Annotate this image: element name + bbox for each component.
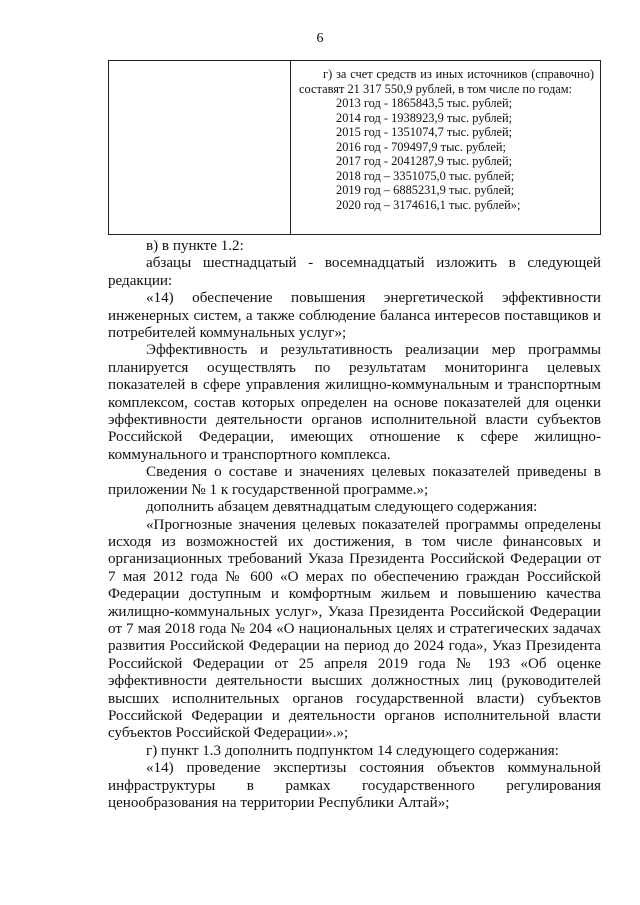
funding-table xyxy=(108,60,601,235)
page-number: 6 xyxy=(316,31,324,46)
funding-year-line: 2014 год - 1938923,9 тыс. рублей; xyxy=(336,110,513,125)
funding-year-line: 2018 год – 3351075,0 тыс. рублей; xyxy=(336,168,515,183)
paragraph: «14) проведение экспертизы состояния объектов коммунальной инфраструктуры в рамках государственного регулирования ценообразования на территории Республики Алтай»; xyxy=(108,760,601,811)
paragraph: «Прогнозные значения целевых показателей программы определены исходя из возможностей их достижения, в том числе финансовых и организационных требований Указа Президента Российской Федерации от 7 мая 2012 года № 600 «О мерах по обеспечению граждан Российской Федерации доступным и комфортным жильем и повышению качества жилищно-коммунальных услуг», Указа Президента Российской Федерации от 7 мая 2018 года № 204 «О национальных целях и стратегических задачах развития Российской Федерации на период до 2024 года», Указ Президента Российской Федерации от 25 апреля 2019 года № 193 «Об оценке эффективности деятельности высших должностных лиц (руководителей высших исполнительных органов государственной власти) субъектов Российской Федерации и деятельности органов исполнительной власти субъектов Российской Федерации».»; xyxy=(108,516,601,742)
paragraph: в) в пункте 1.2: xyxy=(146,238,244,254)
funding-year-line: 2015 год - 1351074,7 тыс. рублей; xyxy=(336,125,513,139)
funding-year-line: 2020 год – 3174616,1 тыс. рублей»; xyxy=(336,197,521,212)
table-funding-cell xyxy=(291,61,600,234)
paragraph: абзацы шестнадцатый - восемнадцатый изложить в следующей редакции: xyxy=(108,255,601,289)
paragraph: «14) обеспечение повышения энергетической эффективности инженерных систем, а также соблюдение баланса интересов поставщиков и потребителей коммунальных услуг»; xyxy=(108,290,601,342)
paragraph: г) пункт 1.3 дополнить подпунктом 14 следующего содержания: xyxy=(146,742,559,759)
funding-intro: г) за счет средств из иных источников (справочно) составят 21 317 550,9 рублей, в том числе по годам: xyxy=(299,67,594,96)
paragraph: Сведения о составе и значениях целевых показателей приведены в приложении № 1 к государственной программе.»; xyxy=(108,464,601,498)
paragraph: Эффективность и результативность реализации мер программы планируется осуществлять по результатам мониторинга целевых показателей в сфере управления жилищно-коммунальным и транспортным комплексом, состав которых определен на основе показателей для оценки эффективности деятельности органов исполнительной власти субъектов Российской Федерации, имеющих отношение к сфере жилищно-коммунального и транспортного комплекса. xyxy=(108,342,601,463)
funding-year-line: 2017 год - 2041287,9 тыс. рублей; xyxy=(336,154,513,168)
paragraph: дополнить абзацем девятнадцатым следующего содержания: xyxy=(146,499,538,516)
table-empty-cell xyxy=(109,61,291,234)
funding-year-line: 2013 год - 1865843,5 тыс. рублей; xyxy=(336,96,513,110)
funding-year-line: 2016 год - 709497,9 тыс. рублей; xyxy=(336,139,506,154)
funding-year-line: 2019 год – 6885231,9 тыс. рублей; xyxy=(336,183,515,197)
document-body xyxy=(108,238,601,812)
